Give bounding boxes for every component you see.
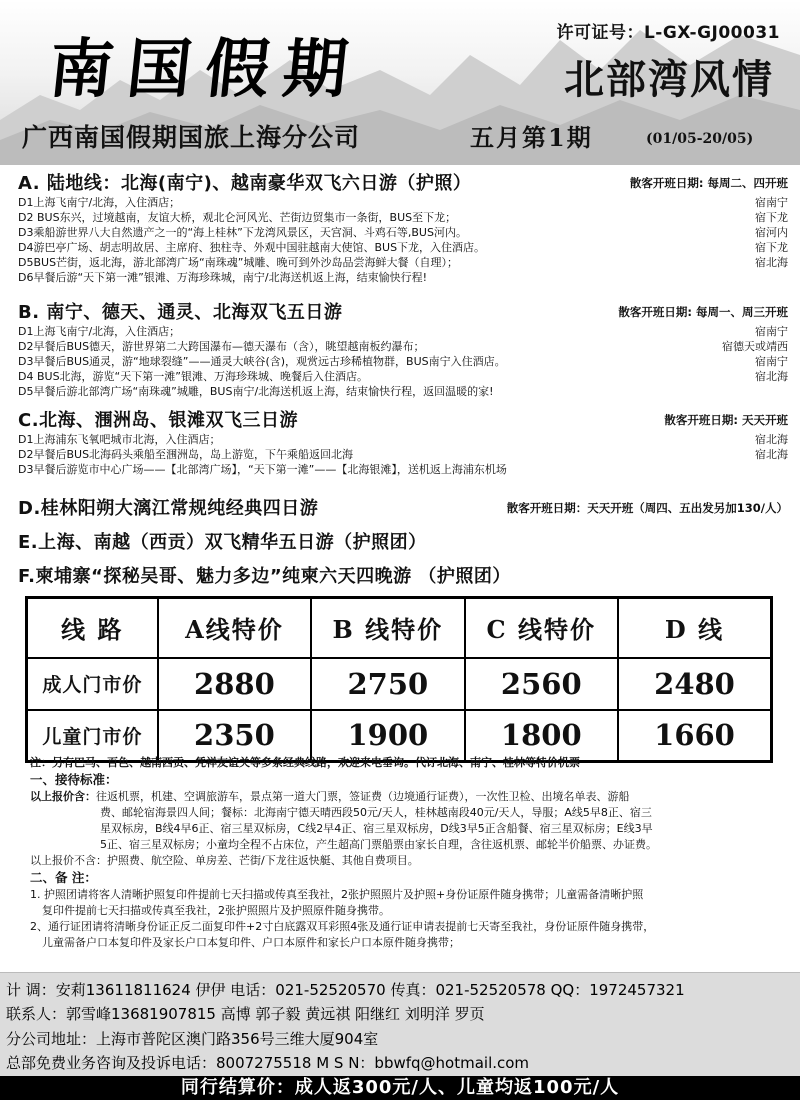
itinerary-line xyxy=(18,324,788,339)
route-title: F.柬埔寨“探秘吴哥、魅力多边”纯柬六天四晚游 （护照团） xyxy=(18,566,511,587)
itinerary-desc: D6早餐后游“天下第一滩”银滩、万海珍珠城，南宁/北海送机返上海，结束愉快行程! xyxy=(18,271,427,284)
included-label: 以上报价含： xyxy=(30,790,96,803)
itinerary-line xyxy=(18,240,788,255)
itinerary-desc: D3早餐后BUS通灵，游“地球裂缝”——通灵大峡谷(含)，观赏远古珍稀植物群，BUS南宁入住酒店。 xyxy=(18,355,506,368)
remark-text: 注：另有巴马、百色、越南西贡、凭祥友谊关等多条经典线路，欢迎来电垂询。代订北海、南宁、桂林等特价机票 xyxy=(30,756,580,769)
theme-title: 北部湾风情 xyxy=(564,57,774,103)
itinerary-stay: 宿下龙 xyxy=(755,211,788,224)
route-a xyxy=(18,169,788,285)
itinerary-line xyxy=(18,210,788,225)
itinerary-desc: D3早餐后游览市中心广场——【北部湾广场】，“天下第一滩”——【北海银滩】，送机返上海浦东机场 xyxy=(18,463,507,476)
itinerary-stay: 宿南宁 xyxy=(755,325,788,338)
company-name: 广西南国假期国旅上海分公司 xyxy=(22,123,361,152)
itinerary-line xyxy=(18,195,788,210)
itinerary-desc: D4游巴亭广场、胡志明故居、主席府、独柱寺、外观中国驻越南大使馆、BUS下龙，入住酒店。 xyxy=(18,241,486,254)
price-cell: 1660 xyxy=(618,710,772,762)
price-cell: 2880 xyxy=(158,658,311,710)
route-title: C.北海、涠洲岛、银滩双飞三日游 xyxy=(18,410,299,431)
included-line xyxy=(30,789,785,805)
itinerary-desc: D2早餐后BUS德天，游世界第二大跨国瀑布—德天瀑布（含），眺望越南板约瀑布； xyxy=(18,340,425,353)
price-table-header: D 线 xyxy=(618,598,772,658)
itinerary-line xyxy=(18,384,788,399)
itinerary-stay: 宿德天或靖西 xyxy=(722,340,788,353)
itinerary-desc: D1上海飞南宁/北海，入住酒店； xyxy=(18,325,181,338)
route-title: E.上海、南越（西贡）双飞精华五日游（护照团） xyxy=(18,532,427,553)
license-number: 许可证号：L-GX-GJ00031 xyxy=(556,23,780,43)
route-d xyxy=(18,494,788,520)
itinerary-line xyxy=(18,270,788,285)
route-f xyxy=(18,562,788,588)
hotline-msn: 总部免费业务咨询及投诉电话：8007275518 M S N：bbwfq@hotmail.com xyxy=(6,1054,530,1072)
price-table xyxy=(25,596,773,763)
issue-title: 五月第1期 xyxy=(470,123,593,152)
route-b xyxy=(18,298,788,399)
itinerary-line xyxy=(18,354,788,369)
price-cell: 2750 xyxy=(311,658,464,710)
settlement-banner: 同行结算价：成人返300元/人、儿童均返100元/人 xyxy=(0,1076,800,1100)
route-schedule: 散客开班日期: 天天开班 xyxy=(664,413,788,427)
itinerary-stay: 宿北海 xyxy=(755,448,788,461)
itinerary-desc: D3乘船游世界八大自然遗产之一的“海上桂林”下龙湾风景区，天宫洞、斗鸡石等,BUS河内。 xyxy=(18,226,467,239)
note-text: 2、通行证团请将清晰身份证正反二面复印件+2寸白底露双耳彩照4张及通行证申请表提前七天寄至我社，身份证原件随身携带， xyxy=(30,920,655,933)
operator-contact: 计 调：安莉13611811624 伊伊 电话：021-52520570 传真：021-52520578 QQ：1972457321 xyxy=(6,981,685,999)
included-text: 往返机票，机建、空调旅游车，景点第一道大门票，签证费（边境通行证费），一次性卫检、出境名单表、游船 xyxy=(96,790,630,803)
branch-address: 分公司地址：上海市普陀区澳门路356号三维大厦904室 xyxy=(6,1030,379,1048)
price-table-header-row xyxy=(27,598,772,658)
price-cell: 1800 xyxy=(465,710,618,762)
included-text: 星双标房，B线4早6正、宿三星双标房，C线2早4正、宿三星双标房，D线3早5正含船餐、宿三星双标房；E线3早 xyxy=(100,822,653,835)
route-title: B. 南宁、德天、通灵、北海双飞五日游 xyxy=(18,302,343,323)
price-cell: 1900 xyxy=(311,710,464,762)
table-row xyxy=(27,710,772,762)
itinerary-desc: D2早餐后BUS北海码头乘船至涠洲岛，岛上游览，下午乘船返回北海 xyxy=(18,448,354,461)
itinerary-stay: 宿北海 xyxy=(755,433,788,446)
itinerary-line xyxy=(18,432,788,447)
itinerary-stay: 宿北海 xyxy=(755,256,788,269)
table-row xyxy=(27,658,772,710)
itinerary-line xyxy=(18,255,788,270)
price-table-header: A线特价 xyxy=(158,598,311,658)
itinerary-line xyxy=(18,339,788,354)
itinerary-stay: 宿河内 xyxy=(755,226,788,239)
included-text: 5正、宿三星双标房；小童均全程不占床位，产生超高门票船票由家长自理，含往返机票、邮轮半价船票、办证费。 xyxy=(100,838,657,851)
row-label: 成人门市价 xyxy=(27,658,158,710)
price-table-header: C 线特价 xyxy=(465,598,618,658)
included-text: 费、邮轮宿海景四人间；餐标：北海南宁德天晴西段50元/天人，桂林越南段40元/天人，导服；A线5早8正、宿三 xyxy=(100,806,652,819)
route-title: D.桂林阳朔大漓江常规纯经典四日游 xyxy=(18,498,319,519)
itinerary-line xyxy=(18,447,788,462)
note-text: 1. 护照团请将客人清晰护照复印件提前七天扫描或传真至我社，2张护照照片及护照+身份证原件随身携带；儿童需备清晰护照 xyxy=(30,888,644,901)
section-heading: 一、接待标准： xyxy=(30,772,118,787)
header-banner xyxy=(0,0,800,165)
itinerary-desc: D4 BUS北海，游览“天下第一滩”银滩、万海珍珠城、晚餐后入住酒店。 xyxy=(18,370,368,383)
itinerary-stay: 宿下龙 xyxy=(755,241,788,254)
price-cell: 2350 xyxy=(158,710,311,762)
contact-footer xyxy=(0,972,800,1076)
note-text: 复印件提前七天扫描或传真至我社，2张护照照片及护照原件随身携带。 xyxy=(42,904,390,917)
section-heading: 二、备 注： xyxy=(30,870,97,885)
price-table-header: B 线特价 xyxy=(311,598,464,658)
itinerary-line xyxy=(18,369,788,384)
price-table-header: 线 路 xyxy=(27,598,158,658)
notes-section xyxy=(30,755,785,951)
issue-dates: (01/05-20/05) xyxy=(646,131,754,147)
itinerary-desc: D1上海浦东飞氧吧城市北海，入住酒店； xyxy=(18,433,221,446)
row-label: 儿童门市价 xyxy=(27,710,158,762)
price-cell: 2480 xyxy=(618,658,772,710)
contact-people: 联系人：郭雪峰13681907815 高博 郭子毅 黄远祺 阳继红 刘明洋 罗页 xyxy=(6,1005,485,1023)
itinerary-desc: D2 BUS东兴，过境越南，友谊大桥，观北仑河风光、芒街边贸集市一条街，BUS至下龙； xyxy=(18,211,457,224)
route-schedule: 散客开班日期：天天开班（周四、五出发另加130/人） xyxy=(506,501,788,515)
route-schedule: 散客开班日期: 每周一、周三开班 xyxy=(618,305,788,319)
route-schedule: 散客开班日期: 每周二、四开班 xyxy=(629,176,788,190)
itinerary-stay: 宿南宁 xyxy=(755,355,788,368)
price-cell: 2560 xyxy=(465,658,618,710)
itinerary-desc: D5BUS芒街，返北海，游北部湾广场“南珠魂”城雕、晚可到外沙岛品尝海鲜大餐（自理）； xyxy=(18,256,458,269)
route-e xyxy=(18,528,788,554)
itinerary-line xyxy=(18,462,788,477)
excluded-text: 以上报价不含：护照费、航空险、单房差、芒街/下龙往返快艇、其他自费项目。 xyxy=(30,854,419,867)
route-title: A. 陆地线：北海(南宁)、越南豪华双飞六日游（护照） xyxy=(18,173,472,194)
itinerary-line xyxy=(18,225,788,240)
itinerary-desc: D5早餐后游北部湾广场“南珠魂”城雕，BUS南宁/北海送机返上海，结束愉快行程，返回温暖的家! xyxy=(18,385,494,398)
itinerary-stay: 宿北海 xyxy=(755,370,788,383)
itinerary-desc: D1上海飞南宁/北海，入住酒店； xyxy=(18,196,181,209)
brand-logo: 南国假期 xyxy=(45,32,366,107)
note-text: 儿童需备户口本复印件及家长户口本复印件、户口本原件和家长户口本原件随身携带； xyxy=(42,936,460,949)
route-c xyxy=(18,406,788,477)
itinerary-stay: 宿南宁 xyxy=(755,196,788,209)
